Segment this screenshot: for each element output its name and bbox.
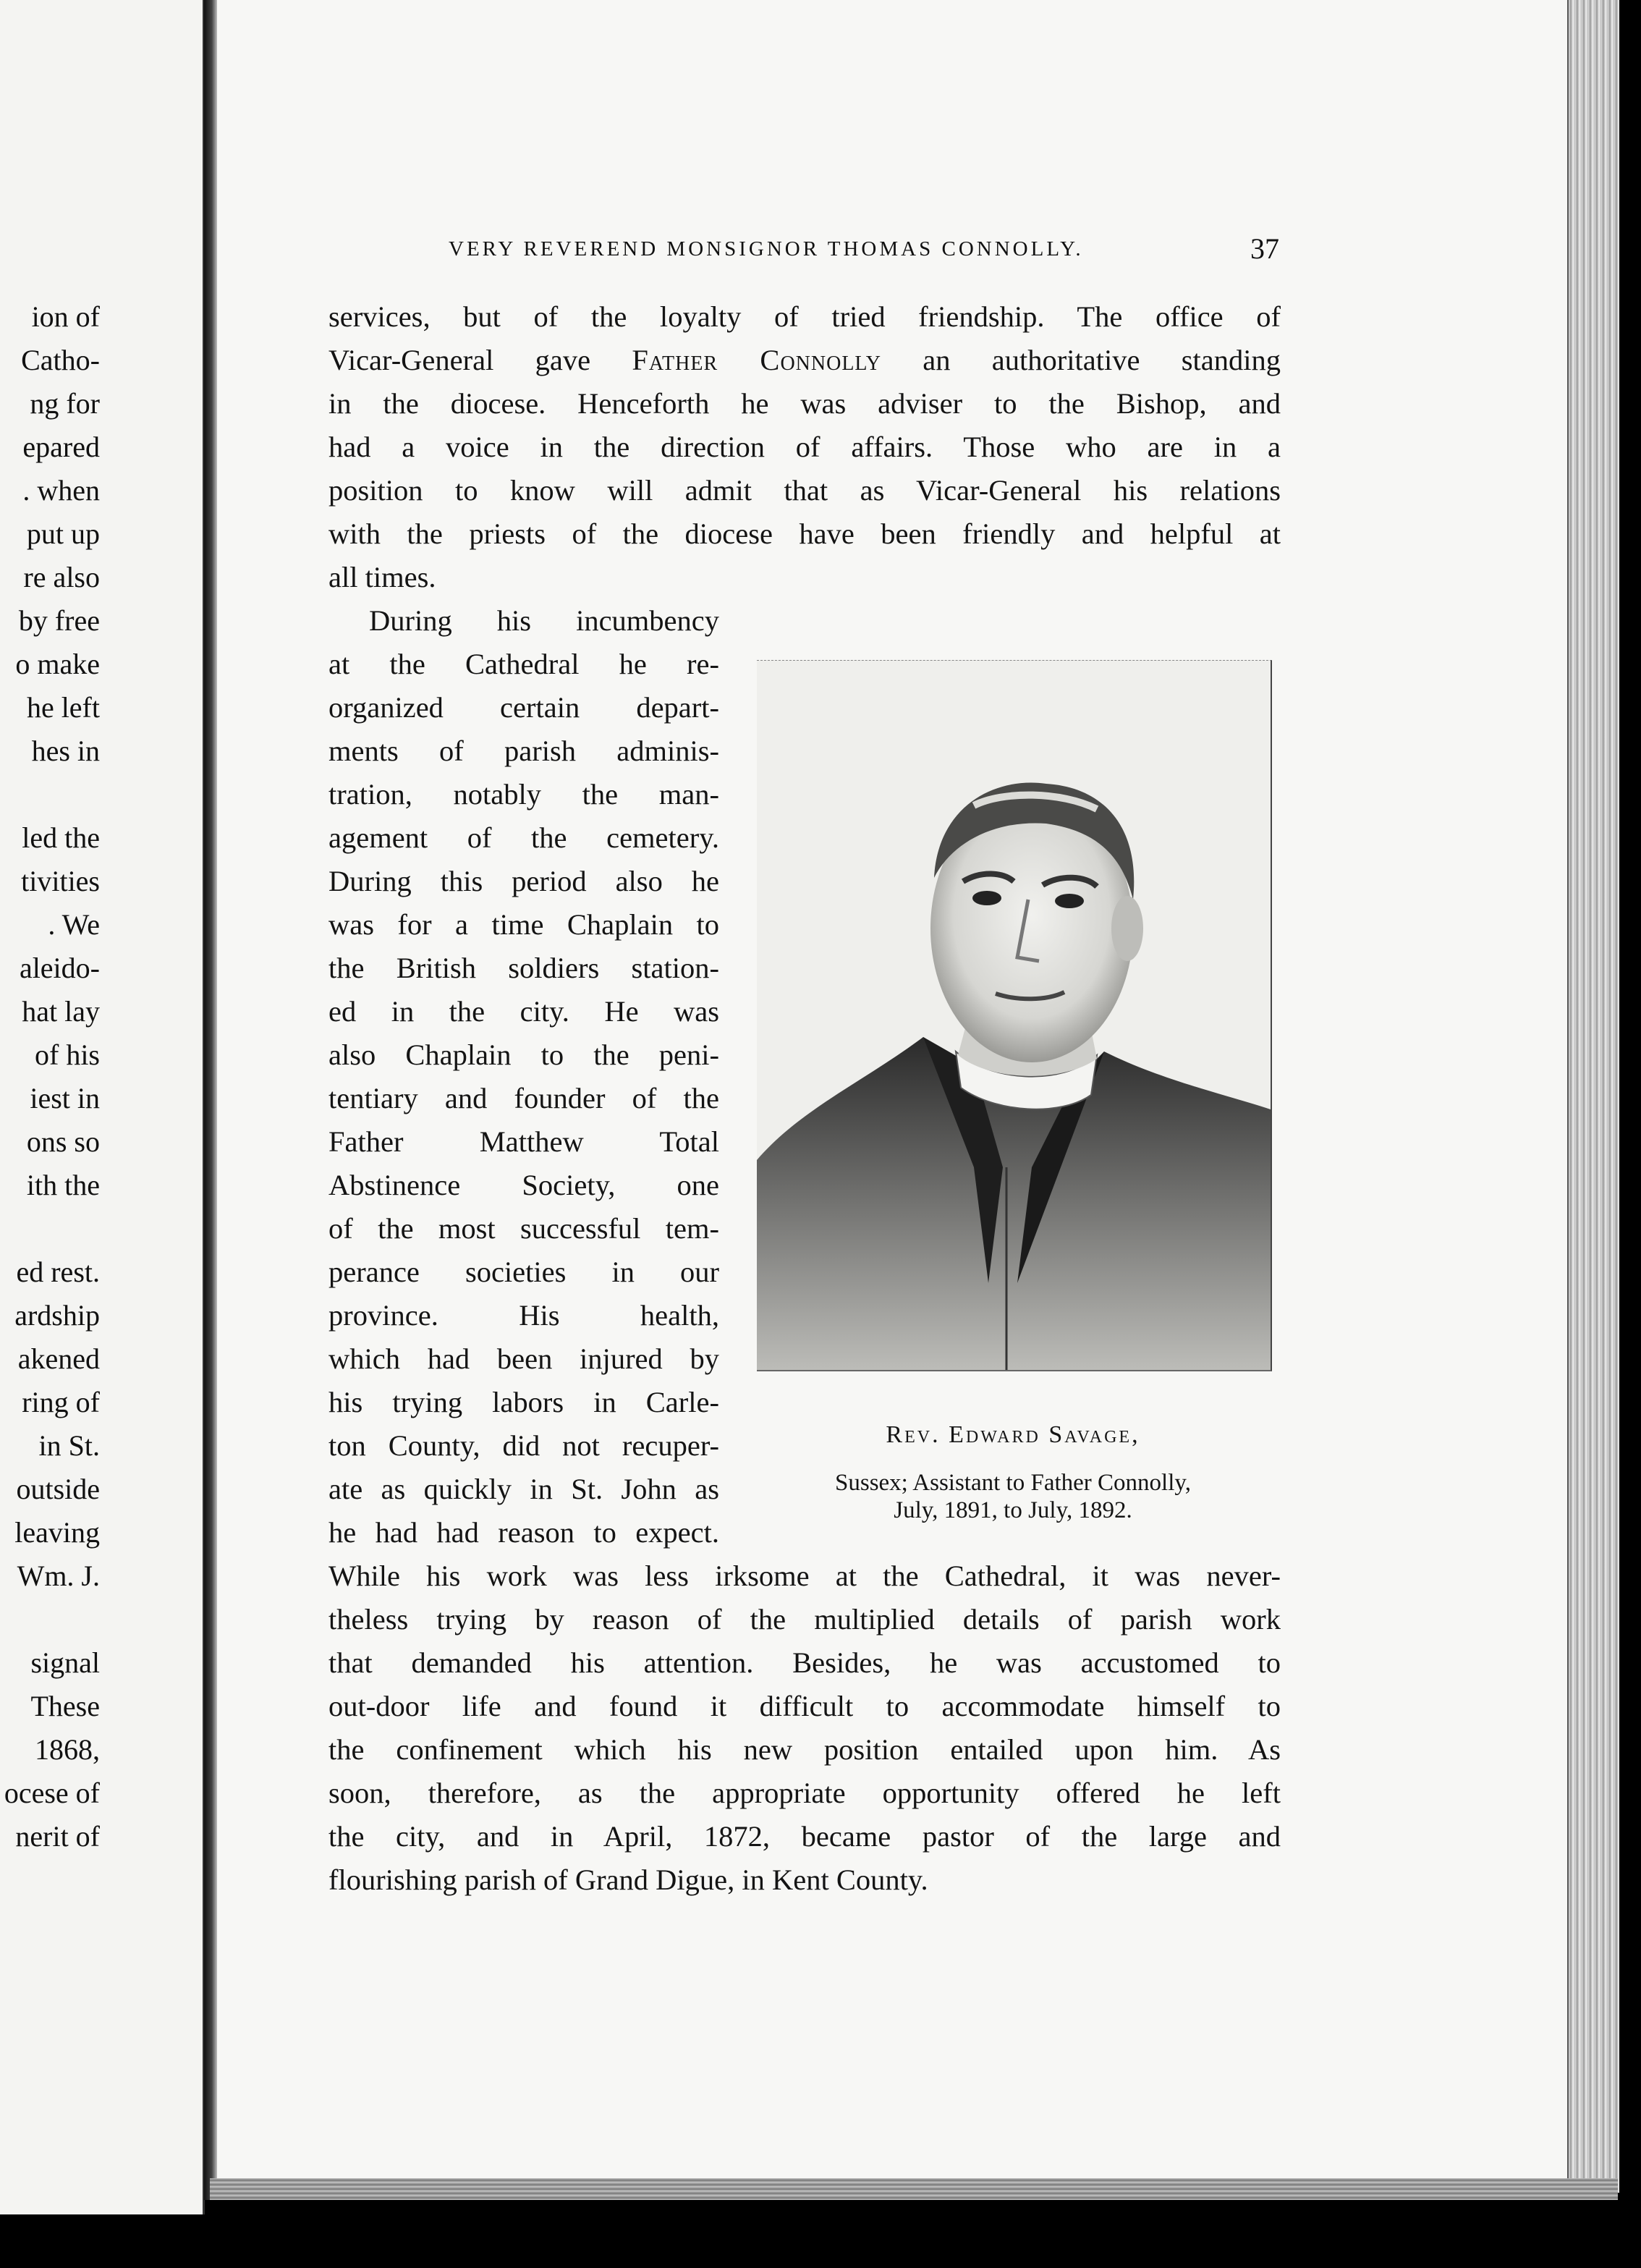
previous-page-fragment: aleido- [19, 952, 100, 984]
text-line: also Chaplain to the peni- [328, 1038, 719, 1071]
text-line: Abstinence Society, one [328, 1169, 719, 1201]
previous-page-fragment: Catho- [21, 344, 100, 376]
previous-page-fragment: nerit of [15, 1820, 100, 1853]
text-line [328, 339, 1281, 382]
previous-page-fragment: re also [23, 561, 100, 593]
previous-page-fragment: ng for [30, 387, 100, 420]
page-edges-right [1567, 0, 1619, 2193]
previous-page-fragment: tivities [21, 865, 100, 897]
text-line: During this period also he [328, 865, 719, 897]
previous-page-fragment: put up [26, 517, 100, 550]
previous-page-fragment: he left [26, 691, 100, 724]
previous-page-fragment: ion of [31, 300, 100, 333]
previous-page-fragment [0, 1598, 100, 1641]
previous-page-fragment: These [30, 1690, 100, 1722]
previous-page-fragment [0, 773, 100, 816]
text-line: all times. [328, 561, 436, 593]
previous-page-fragment: ith the [26, 1169, 100, 1201]
text-line: the confinement which his new position entailed upon him. As [328, 1733, 1281, 1766]
previous-page-fragment: led the [22, 821, 100, 854]
running-head-title: VERY REVEREND MONSIGNOR THOMAS CONNOLLY. [449, 237, 1084, 261]
text-line: agement of the cemetery. [328, 821, 719, 854]
previous-page-text-fragments [0, 295, 100, 1858]
previous-page-fragment [0, 1207, 100, 1251]
caption-detail-line: July, 1891, to July, 1892. [894, 1497, 1132, 1523]
text-line: was for a time Chaplain to [328, 908, 719, 941]
text-line: of the most successful tem- [328, 1212, 719, 1245]
previous-page-fragment: signal [30, 1646, 100, 1679]
caption-detail-line: Sussex; Assistant to Father Connolly, [835, 1470, 1191, 1496]
previous-page [0, 0, 205, 2214]
previous-page-fragment: ring of [22, 1386, 100, 1418]
previous-page-fragment: by free [18, 604, 100, 637]
portrait-caption [752, 1417, 1273, 1524]
previous-page-fragment: in St. [38, 1429, 100, 1462]
text-line: which had been injured by [328, 1342, 719, 1375]
name-small-caps: Father Connolly [632, 344, 881, 376]
text-line: perance societies in our [328, 1256, 719, 1288]
text-line: During his incumbency [369, 604, 719, 637]
previous-page-fragment: hes in [31, 735, 100, 767]
previous-page-fragment: akened [17, 1342, 100, 1375]
book-gutter [204, 0, 217, 2200]
text-line: ments of parish adminis- [328, 735, 719, 767]
text-line: province. His health, [328, 1299, 719, 1332]
page-number: 37 [1250, 232, 1279, 265]
text-line: ton County, did not recuper- [328, 1429, 719, 1462]
caption-name: Rev. Edward Savage, [886, 1421, 1140, 1448]
text-line: ate as quickly in St. John as [328, 1473, 719, 1505]
portrait-photo [757, 660, 1272, 1371]
previous-page-fragment: ons so [26, 1125, 100, 1158]
text-line: in the diocese. Henceforth he was adviser to the Bishop, and [328, 387, 1281, 420]
text-line: services, but of the loyalty of tried friendship. The office of [328, 300, 1281, 333]
text-line: soon, therefore, as the appropriate opportunity offered he left [328, 1777, 1281, 1809]
previous-page-fragment: epared [22, 431, 100, 463]
previous-page-fragment: o make [15, 648, 100, 680]
text-span: an authoritative standing [923, 344, 1281, 376]
caption-detail [752, 1469, 1273, 1524]
text-line: Father Matthew Total [328, 1125, 719, 1158]
previous-page-fragment: ocese of [4, 1777, 100, 1809]
text-line: out-door life and found it difficult to accommodate himself to [328, 1690, 1281, 1722]
text-line: the British soldiers station- [328, 952, 719, 984]
previous-page-fragment: ardship [14, 1299, 100, 1332]
previous-page-fragment: leaving [14, 1516, 100, 1549]
previous-page-fragment: outside [16, 1473, 100, 1505]
text-line: at the Cathedral he re- [328, 648, 719, 680]
text-span: Vicar-General gave [328, 344, 591, 376]
text-line: flourishing parish of Grand Digue, in Kent County. [328, 1863, 928, 1896]
text-line: organized certain depart- [328, 691, 719, 724]
previous-page-fragment: . when [22, 474, 100, 507]
text-line: his trying labors in Carle- [328, 1386, 719, 1418]
previous-page-fragment: Wm. J. [17, 1560, 100, 1592]
text-line: position to know will admit that as Vicar-General his relations [328, 474, 1281, 507]
text-line: with the priests of the diocese have been friendly and helpful at [328, 517, 1281, 550]
previous-page-fragment: iest in [30, 1082, 100, 1114]
previous-page-fragment: of his [35, 1038, 100, 1071]
text-line: theless trying by reason of the multiplied details of parish work [328, 1603, 1281, 1636]
text-line: that demanded his attention. Besides, he was accustomed to [328, 1646, 1281, 1679]
text-line: tentiary and founder of the [328, 1082, 719, 1114]
previous-page-fragment: 1868, [35, 1733, 100, 1766]
running-head [449, 232, 1279, 268]
portrait-illustration [757, 661, 1271, 1370]
text-line: had a voice in the direction of affairs. Those who are in a [328, 431, 1281, 463]
text-line: tration, notably the man- [328, 778, 719, 811]
previous-page-fragment: ed rest. [16, 1256, 100, 1288]
text-line: ed in the city. He was [328, 995, 719, 1028]
page-edges-bottom [210, 2178, 1618, 2200]
text-line: While his work was less irksome at the Cathedral, it was never- [328, 1560, 1281, 1592]
text-line: the city, and in April, 1872, became pastor of the large and [328, 1820, 1281, 1853]
text-line: he had had reason to expect. [328, 1516, 719, 1549]
previous-page-fragment: . We [48, 908, 100, 941]
previous-page-fragment: hat lay [22, 995, 100, 1028]
